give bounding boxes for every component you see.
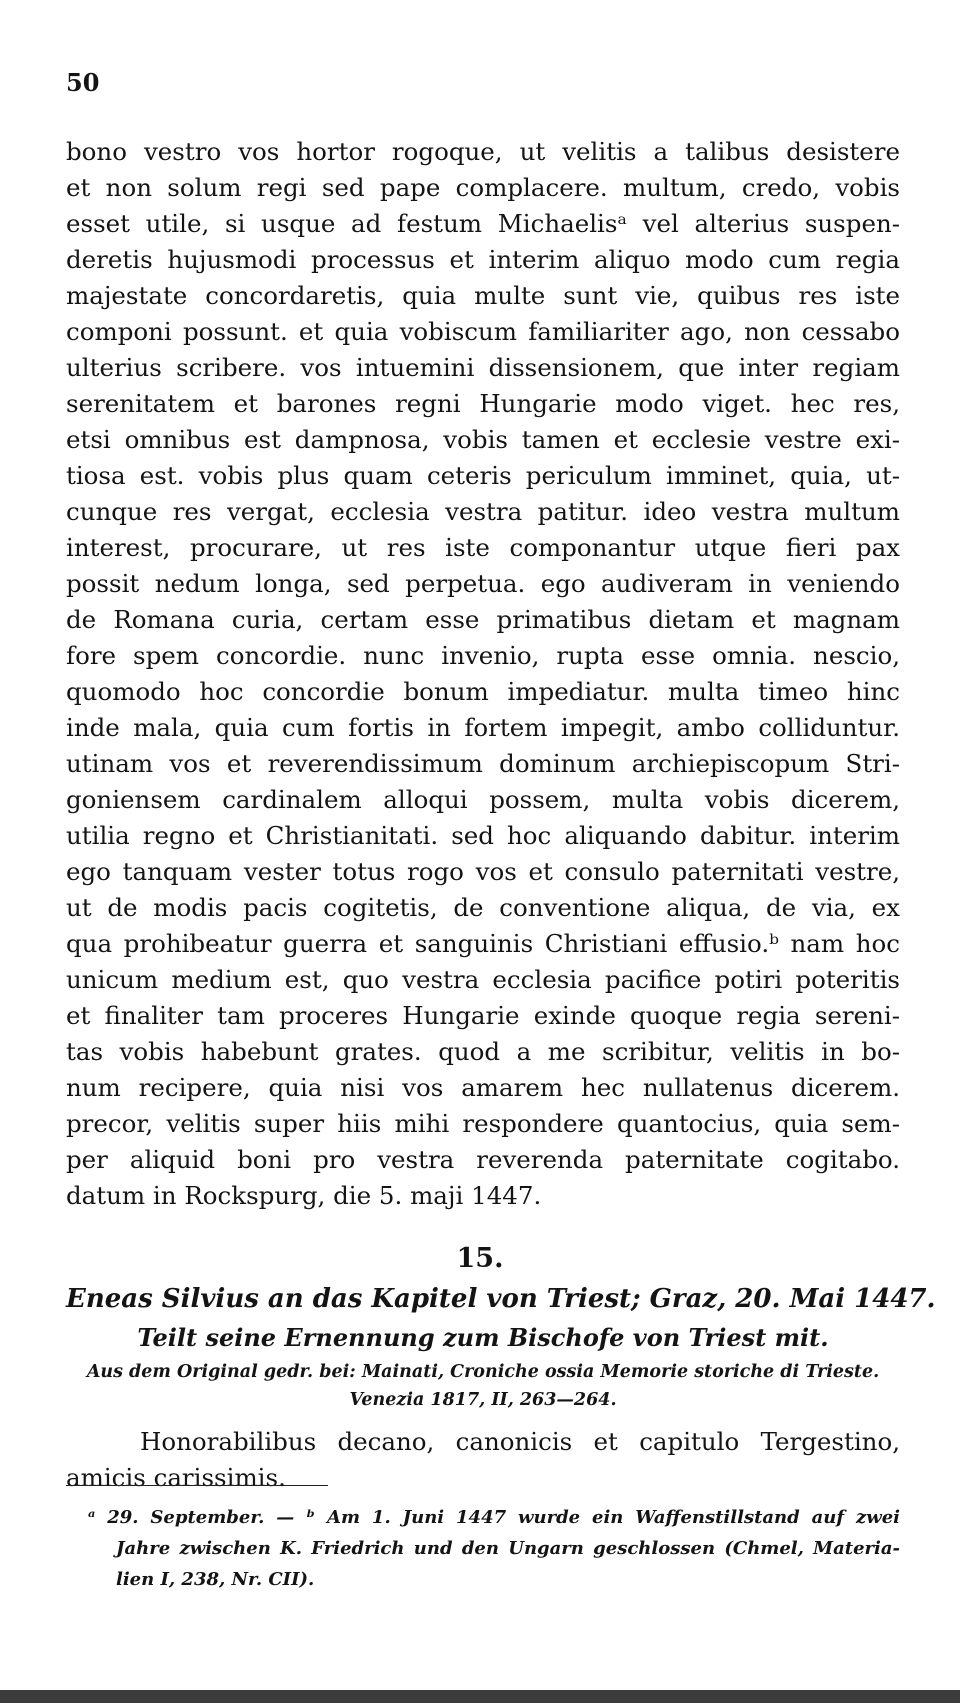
body-text-line: et finaliter tam proceres Hungarie exinde quoque regia sereni- xyxy=(66,1001,900,1030)
body-text-line: precor, velitis super hiis mihi respondere quantocius, quia sem- xyxy=(66,1109,900,1138)
body-text-line: ego tanquam vester totus rogo vos et consulo paternitati vestre, xyxy=(66,857,900,886)
letter-heading: Eneas Silvius an das Kapitel von Triest; Graz, 20. Mai 1447. xyxy=(66,1284,936,1314)
letter-summary: Teilt seine Ernennung zum Bischofe von Triest mit. xyxy=(137,1323,829,1352)
body-text-line: cunque res vergat, ecclesia vestra patitur. ideo vestra multum xyxy=(66,497,900,526)
body-text-line: de Romana curia, certam esse primatibus dietam et magnam xyxy=(66,605,900,634)
body-text-line: esset utile, si usque ad festum Michaelisᵃ vel alterius suspen- xyxy=(66,209,900,238)
letter-number: 15. xyxy=(456,1243,504,1274)
body-text-line: ulterius scribere. vos intuemini dissensionem, que inter regiam xyxy=(66,353,900,382)
page-number: 50 xyxy=(66,68,100,97)
address-line-continued: amicis carissimis. xyxy=(66,1463,286,1492)
body-text-line: qua prohibeatur guerra et sanguinis Christiani effusio.ᵇ nam hoc xyxy=(66,929,900,958)
body-text-line: ut de modis pacis cogitetis, de conventione aliqua, de via, ex xyxy=(66,893,900,922)
body-text-line: unicum medium est, quo vestra ecclesia pacifice potiri poteritis xyxy=(66,965,900,994)
body-text-line: num recipere, quia nisi vos amarem hec nullatenus dicerem. xyxy=(66,1073,900,1102)
body-text-line: fore spem concordie. nunc invenio, rupta esse omnia. nescio, xyxy=(66,641,900,670)
source-citation: Aus dem Original gedr. bei: Mainati, Croniche ossia Memorie storiche di Trieste. xyxy=(86,1362,880,1382)
body-text-line: goniensem cardinalem alloqui possem, multa vobis dicerem, xyxy=(66,785,900,814)
body-text-line: serenitatem et barones regni Hungarie modo viget. hec res, xyxy=(66,389,900,418)
page-edge xyxy=(0,1690,960,1703)
body-text-line: possit nedum longa, sed perpetua. ego audiveram in veniendo xyxy=(66,569,900,598)
body-text-line: deretis hujusmodi processus et interim aliquo modo cum regia xyxy=(66,245,900,274)
body-text-line: quomodo hoc concordie bonum impediatur. multa timeo hinc xyxy=(66,677,900,706)
body-text-line: interest, procurare, ut res iste componantur utque fieri pax xyxy=(66,533,900,562)
source-citation-continued: Venezia 1817, II, 263—264. xyxy=(349,1390,617,1410)
body-text-line: et non solum regi sed pape complacere. multum, credo, vobis xyxy=(66,173,900,202)
footnote-divider xyxy=(66,1485,328,1486)
body-text-line: utilia regno et Christianitati. sed hoc aliquando dabitur. interim xyxy=(66,821,900,850)
footnote-line: lien I, 238, Nr. CII). xyxy=(116,1569,315,1590)
footnote-line: ᵃ 29. September. — ᵇ Am 1. Juni 1447 wurde ein Waffenstillstand auf zwei xyxy=(88,1507,900,1528)
body-text-line: utinam vos et reverendissimum dominum archiepiscopum Stri- xyxy=(66,749,900,778)
body-text-line: majestate concordaretis, quia multe sunt vie, quibus res iste xyxy=(66,281,900,310)
letter-body xyxy=(66,134,900,1214)
footnote-line: Jahre zwischen K. Friedrich und den Ungarn geschlossen (Chmel, Materia- xyxy=(116,1538,900,1559)
body-text-line: datum in Rockspurg, die 5. maji 1447. xyxy=(66,1181,542,1210)
body-text-line: componi possunt. et quia vobiscum familiariter ago, non cessabo xyxy=(66,317,900,346)
body-text-line: tas vobis habebunt grates. quod a me scribitur, velitis in bo- xyxy=(66,1037,900,1066)
body-text-line: etsi omnibus est dampnosa, vobis tamen et ecclesie vestre exi- xyxy=(66,425,900,454)
body-text-line: inde mala, quia cum fortis in fortem impegit, ambo colliduntur. xyxy=(66,713,900,742)
body-text-line: per aliquid boni pro vestra reverenda paternitate cogitabo. xyxy=(66,1145,900,1174)
body-text-line: bono vestro vos hortor rogoque, ut velitis a talibus desistere xyxy=(66,137,900,166)
body-text-line: tiosa est. vobis plus quam ceteris periculum imminet, quia, ut- xyxy=(66,461,900,490)
address-line: Honorabilibus decano, canonicis et capitulo Tergestino, xyxy=(140,1427,900,1456)
